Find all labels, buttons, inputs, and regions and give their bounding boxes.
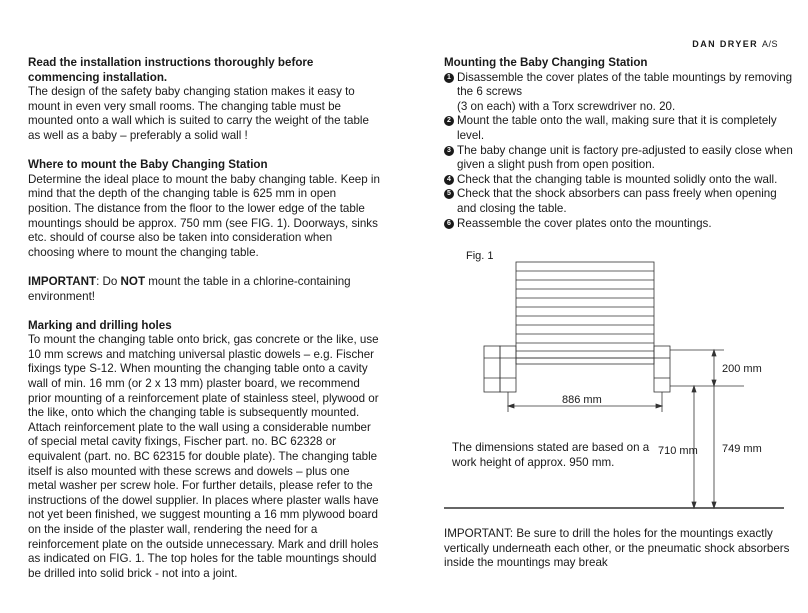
step-text: Check that the changing table is mounted solidly onto the wall. (457, 172, 778, 186)
important-text-2: Be sure to drill the holes for the mountings exactly vertically underneath each other, or the pneumatic shock absorbers inside the mountings may break (444, 527, 790, 570)
important-label-2: IMPORTANT: (444, 527, 514, 540)
step-number: 5 (444, 189, 454, 199)
important-label: IMPORTANT (28, 274, 97, 288)
dimension-note: The dimensions stated are based on a work height of approx. 950 mm. (452, 441, 650, 469)
step-number: 3 (444, 146, 454, 156)
important-drill-note (444, 527, 794, 571)
brand-suffix: A/S (761, 39, 778, 49)
step-item (444, 217, 794, 232)
left-column (28, 56, 380, 581)
important-post: mount the table in a chlorine-containing environment! (28, 274, 351, 303)
step-text: Mount the table onto the wall, making sure that it is completely level. (457, 114, 777, 142)
mounting-heading: Mounting the Baby Changing Station (444, 56, 648, 69)
where-heading: Where to mount the Baby Changing Station (28, 158, 268, 172)
step-number: 6 (444, 219, 454, 229)
important-pre: : Do (96, 274, 121, 288)
where-text: Determine the ideal place to mount the baby changing table. Keep in mind that the depth of the changing table is 625 mm in open position. The distance from the floor to the lower edge of the table mountings should be approx. 750 mm (see FIG. 1). Doorways, sinks etc. should of course also be taken into consideration when choosing where to mount the changing table. (28, 172, 380, 259)
left-wall-plate (484, 346, 500, 392)
steps-list (444, 71, 794, 232)
step-item (444, 187, 794, 216)
step-item (444, 114, 794, 143)
important-not: NOT (120, 274, 146, 288)
step-number: 2 (444, 116, 454, 126)
step-number: 1 (444, 73, 454, 83)
step-text: Check that the shock absorbers can pass freely when opening and closing the table. (457, 187, 777, 215)
dim-710: 710 mm (658, 445, 698, 457)
step-number: 4 (444, 175, 454, 185)
dim-886: 886 mm (562, 394, 602, 406)
marking-text: To mount the changing table onto brick, gas concrete or the like, use 10 mm screws and matching universal plastic dowels – e.g. Fischer fixings type S-12. When mounting the changing table onto a cavity wall of min. 16 mm (or 2 x 13 mm) plaster board, we recommend prior mounting of a reinforcement plate of stainless steel, plywood or the like, onto which the changing table is subsequently mounted. Attach reinforcement plate to the wall using a considerable number of special metal cavity fixings, Fischer part. no. BC 62328 or equivalent (part. no. BC 62315 for double plate). The changing table itself is also mounted with these screws and dowels – plus one metal washer per screw hole. For further details, please refer to the instructions of the dowel supplier. In places where plaster walls have not yet been finished, we suggest mounting a 16 mm plywood board on the inside of the plaster wall, rendering the need for a reinforcement plate on the outside unnecessary. Mark and drill holes as indicated on FIG. 1. The top holes for the table mountings should be drilled into solid brick - not into a joint. (28, 333, 379, 580)
right-mounting (654, 346, 670, 392)
step-item (444, 144, 794, 173)
left-mounting (500, 346, 516, 392)
intro-text: The design of the safety baby changing station makes it easy to mount in even very small rooms. The changing table must be mounted onto a wall which is suited to carry the weight of the table as well as a baby – preferably a solid wall ! (28, 85, 369, 142)
step-item (444, 173, 794, 188)
brand-name: DAN DRYER (692, 39, 759, 49)
figure-1 (444, 240, 784, 520)
marking-heading: Marking and drilling holes (28, 318, 172, 332)
important-note (28, 275, 380, 304)
brand-logo (692, 39, 778, 49)
step-text: Disassemble the cover plates of the table mountings by removing the 6 screws (457, 70, 793, 99)
dim-749: 749 mm (722, 443, 762, 455)
step-text: The baby change unit is factory pre-adjusted to easily close when given a slight push from open position. (457, 143, 793, 172)
table-frame (516, 262, 654, 358)
intro-heading: Read the installation instructions thoroughly before commencing installation. (28, 56, 314, 84)
mounting-diagram (444, 240, 784, 520)
figure-label: Fig. 1 (466, 250, 494, 262)
step-text-extra: (3 on each) with a Torx screwdriver no. 20. (457, 99, 676, 113)
step-item (444, 71, 794, 115)
dim-200: 200 mm (722, 363, 762, 375)
right-column (444, 56, 794, 231)
step-text: Reassemble the cover plates onto the mountings. (457, 216, 712, 230)
